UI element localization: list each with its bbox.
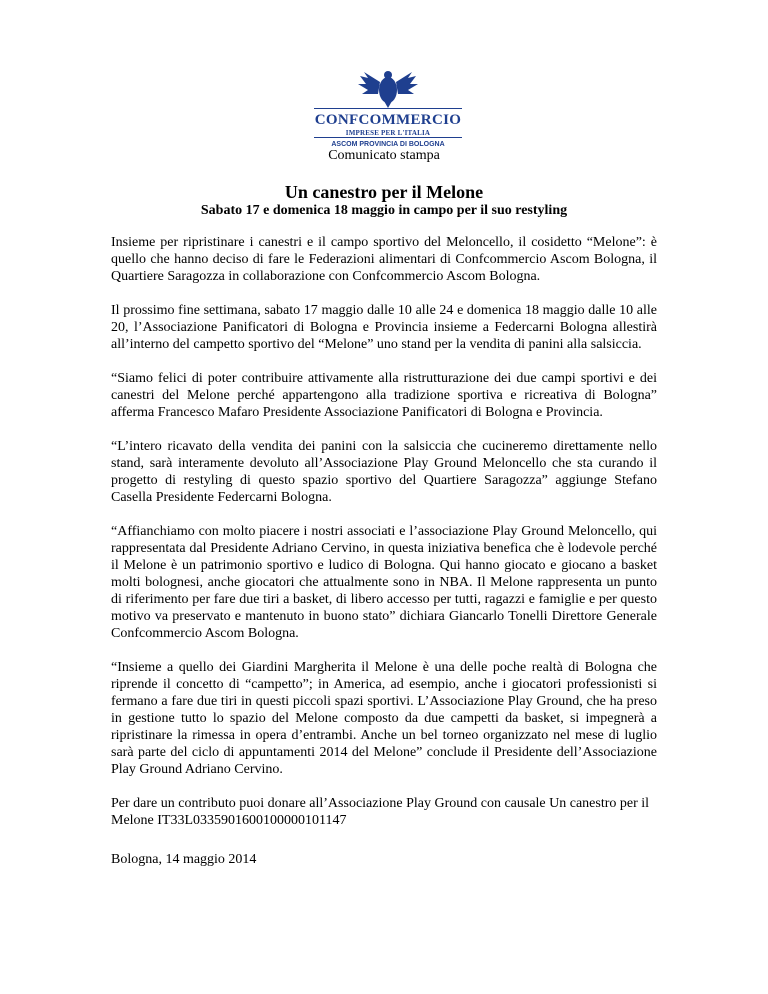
article-body (111, 234, 657, 846)
logo-name: CONFCOMMERCIO (314, 112, 462, 128)
confcommercio-logo (312, 68, 464, 149)
paragraph: Insieme per ripristinare i canestri e il campo sportivo del Meloncello, il cosidetto “Melone”: è quello che hanno deciso di fare le Federazioni alimentari di Confcommercio Ascom Bologna, il Quartiere Saragozza in collaborazione con Confcommercio Ascom Bologna. (111, 235, 657, 284)
paragraph: “L’intero ricavato della vendita dei panini con la salsiccia che cucineremo direttamente nello stand, sarà interamente devoluto all’Associazione Play Ground Meloncello che sta curando il progetto di restyling di questo spazio sportivo del Quartiere Saragozza” aggiunge Stefano Casella Presidente Federcarni Bologna. (111, 439, 657, 505)
paragraph: “Siamo felici di poter contribuire attivamente alla ristrutturazione dei due campi sportivi e dei canestri del Melone perché appartengono alla tradizione sportiva e ricreativa di Bologna” afferma Francesco Mafaro Presidente Associazione Panificatori di Bologna e Provincia. (111, 371, 657, 420)
logo-subtitle: ASCOM PROVINCIA DI BOLOGNA (331, 141, 445, 148)
dateline: Bologna, 14 maggio 2014 (111, 852, 257, 867)
paragraph: Il prossimo fine settimana, sabato 17 maggio dalle 10 alle 24 e domenica 18 maggio dalle 10 alle 20, l’Associazione Panificatori di Bologna e Provincia insieme a Federcarni Bologna allestirà all’interno del campetto sportivo del “Melone” uno stand per la vendita di panini alla salsiccia. (111, 303, 657, 352)
article-subtitle: Sabato 17 e domenica 18 maggio in campo per il suo restyling (200, 203, 568, 218)
logo-rule (314, 108, 462, 109)
paragraph: “Affianchiamo con molto piacere i nostri associati e l’associazione Play Ground Meloncello, qui rappresentata dal Presidente Adriano Cervino, in questa iniziativa benefica che è lodevole perché il Melone è un patrimonio sportivo e ludico di Bologna. Qui hanno giocato e giocano a basket molti bolognesi, anche giocatori che attualmente sono in NBA. Il Melone rappresenta un punto di riferimento per fare due tiri a basket, di libero accesso per tutti, ragazzi e famiglie e per questo motivo va preservato e mantenuto in buono stato” dichiara Giancarlo Tonelli Direttore Generale Confcommercio Ascom Bologna. (111, 524, 657, 641)
paragraph: “Insieme a quello dei Giardini Margherita il Melone è una delle poche realtà di Bologna che riprende il concetto di “campetto”; in America, ad esempio, anche i giocatori professionisti si fermano a fare due tiri in questi piccoli spazi sportivi. L’Associazione Play Ground, che ha preso in gestione tutto lo spazio del Melone composto da due campetti da basket, si impegnerà a ripristinare la rimessa in opera d’entrambi. Anche un bel torneo organizzato nel mese di luglio sarà parte del ciclo di appuntamenti 2014 del Melone” conclude il Presidente dell’Associazione Play Ground Adriano Cervino. (111, 660, 657, 777)
donation-paragraph: Per dare un contributo puoi donare all’Associazione Play Ground con causale Un canestro per il Melone IT33L0335901600100000101147 (111, 796, 650, 828)
article-title: Un canestro per il Melone (284, 182, 484, 202)
eagle-emblem-icon (356, 68, 420, 108)
logo-rule-lower (314, 137, 462, 138)
press-release-caption: Comunicato stampa (328, 148, 440, 163)
logo-tagline: IMPRESE PER L'ITALIA (345, 129, 431, 137)
